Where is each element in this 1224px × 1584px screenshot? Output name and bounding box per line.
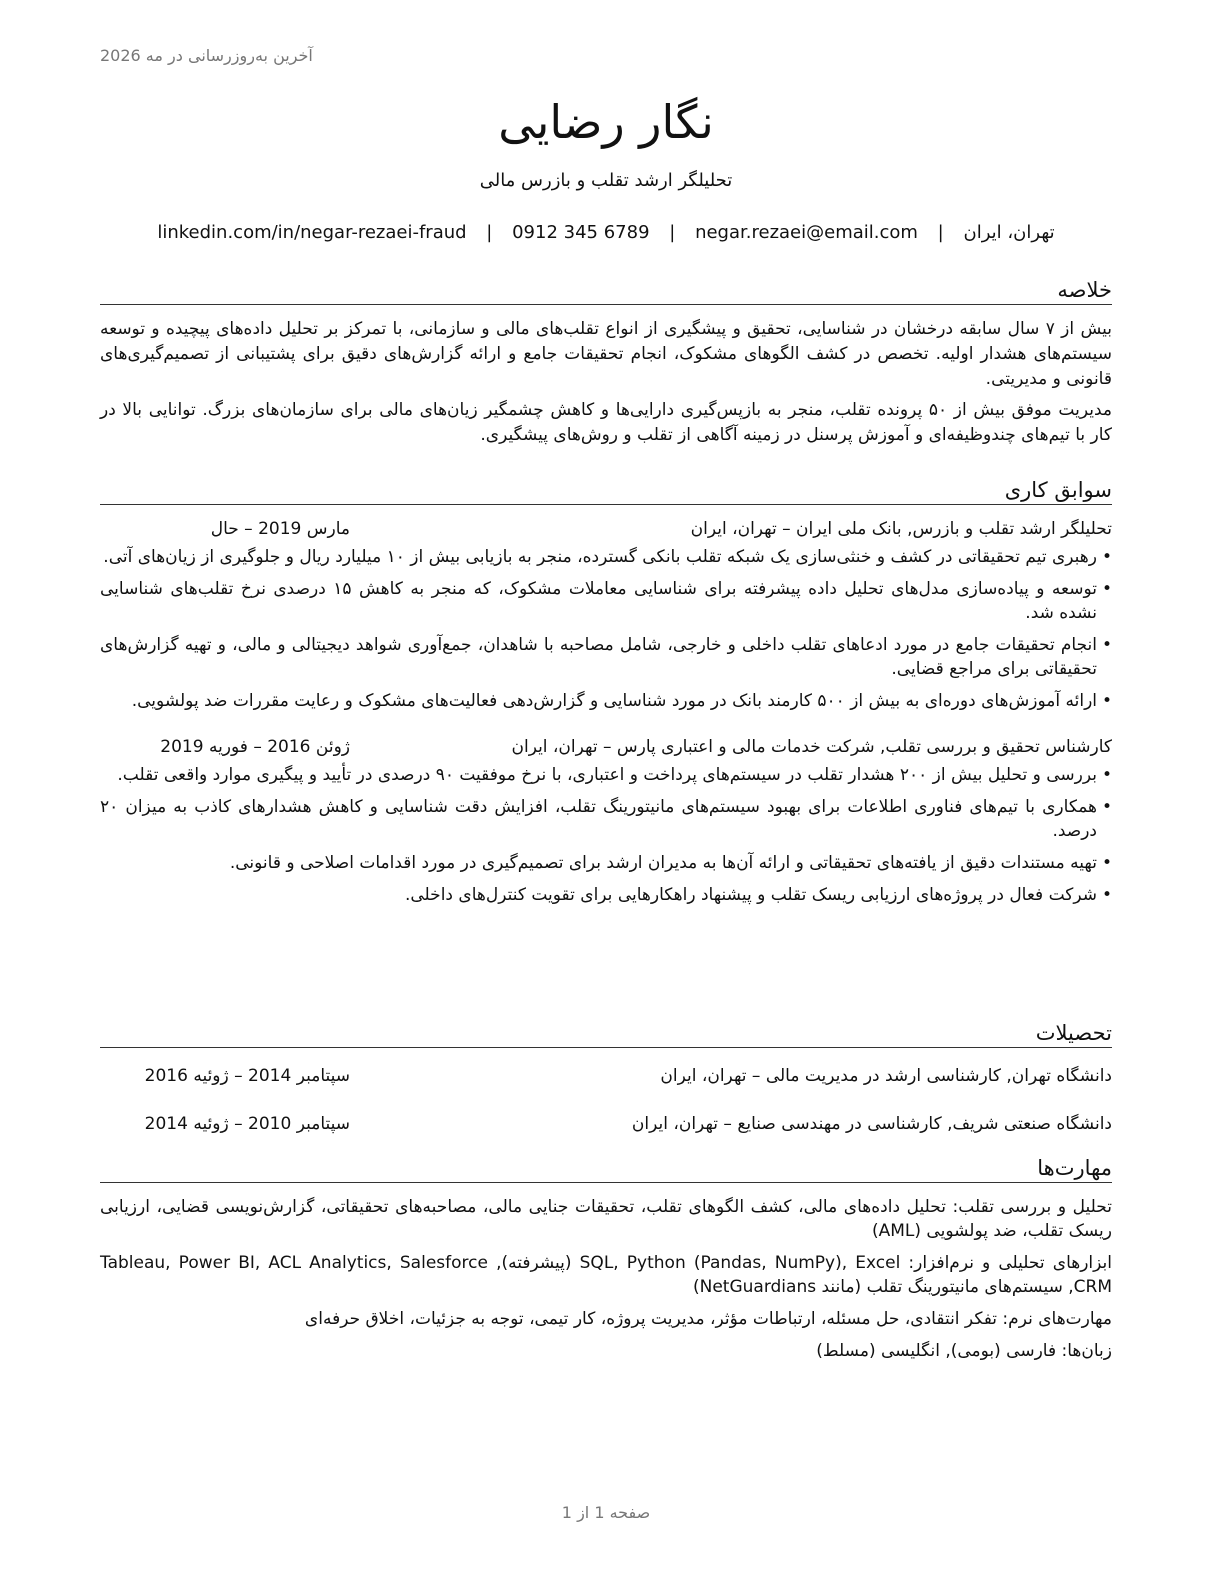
contact-email[interactable]: negar.rezaei@email.com [695, 222, 918, 243]
job-entry [100, 735, 1112, 907]
contact-location: تهران، ایران [963, 222, 1055, 243]
job-header [100, 735, 1112, 759]
job-bullet: • رهبری تیم تحقیقاتی در کشف و خنثی‌سازی یک شبکه تقلب بانکی گسترده، منجر به بازیابی بیش از ۱۰ میلیارد ریال و جلوگیری از زیان‌های آتی. [100, 545, 1112, 569]
education-title: دانشگاه صنعتی شریف, کارشناسی در مهندسی صنایع – تهران، ایران [631, 1114, 1112, 1134]
job-bullet: • انجام تحقیقات جامع در مورد ادعاهای تقلب داخلی و خارجی، شامل مصاحبه با شاهدان، جمع‌آوری شواهد دیجیتالی و مالی، و تهیه گزارش‌های تحقیقاتی برای مراجع قضایی. [100, 633, 1112, 681]
job-entry [100, 517, 1112, 713]
skill-line: مهارت‌های نرم: تفکر انتقادی، حل مسئله، ارتباطات مؤثر، مدیریت پروژه، کار تیمی، توجه به جزئیات، اخلاق حرفه‌ای [304, 1309, 1112, 1329]
resume-page [100, 0, 1112, 1584]
job-bullet: • همکاری با تیم‌های فناوری اطلاعات برای بهبود سیستم‌های مانیتورینگ تقلب، افزایش دقت شناسایی و کاهش هشدارهای کاذب به میزان ۲۰ درصد. [100, 795, 1112, 843]
job-date: مارس 2019 – حال [210, 519, 350, 539]
summary-paragraph: بیش از ۷ سال سابقه درخشان در شناسایی، تحقیق و پیشگیری از انواع تقلب‌های مالی و سازمانی، با تمرکز بر تحلیل داده‌های پیچیده و توسعه سیستم‌های هشدار اولیه. تخصص در کشف الگوهای مشکوک، انجام تحقیقات جامع و ارائه گزارش‌های دقیق برای پشتیبانی از تصمیم‌گیری‌های قانونی و مدیریتی. [100, 319, 1112, 389]
job-title-company: کارشناس تحقیق و بررسی تقلب, شرکت خدمات مالی و اعتباری پارس – تهران، ایران [511, 737, 1112, 757]
education-date: سپتامبر 2010 – ژوئیه 2014 [144, 1114, 350, 1134]
job-bullet: • توسعه و پیاده‌سازی مدل‌های تحلیل داده پیشرفته برای شناسایی معاملات مشکوک، که منجر به کاهش ۱۵ درصدی نرخ تقلب‌های شناسایی نشده شد. [100, 577, 1112, 625]
skills-section [100, 1154, 1112, 1371]
education-title: دانشگاه تهران, کارشناسی ارشد در مدیریت مالی – تهران، ایران [660, 1066, 1112, 1086]
contact-line [100, 222, 1112, 243]
job-bullet: • شرکت فعال در پروژه‌های ارزیابی ریسک تقلب و پیشنهاد راهکارهایی برای تقویت کنترل‌های داخلی. [100, 883, 1112, 907]
job-title: تحلیلگر ارشد تقلب و بازرس مالی [479, 170, 733, 191]
skills-heading: مهارت‌ها [100, 1154, 1112, 1183]
skill-line: زبان‌ها: فارسی (بومی), انگلیسی (مسلط) [816, 1341, 1112, 1361]
contact-separator: | [486, 222, 493, 243]
contact-separator: | [937, 222, 944, 243]
education-section [100, 1019, 1112, 1136]
experience-section [100, 476, 1112, 915]
job-bullets [100, 763, 1112, 907]
education-heading: تحصیلات [100, 1019, 1112, 1048]
person-name: نگار رضایی [498, 95, 714, 149]
education-date: سپتامبر 2014 – ژوئیه 2016 [144, 1066, 350, 1086]
job-title-company: تحلیلگر ارشد تقلب و بازرس, بانک ملی ایران – تهران، ایران [690, 519, 1112, 539]
education-entry [100, 1112, 1112, 1136]
summary-paragraph: مدیریت موفق بیش از ۵۰ پرونده تقلب، منجر به بازپس‌گیری دارایی‌ها و کاهش چشمگیر زیان‌های مالی برای سازمان‌های بزرگ. توانایی بالا در کار با تیم‌های چندوظیفه‌ای و آموزش پرسنل در زمینه آگاهی از تقلب و روش‌های پیشگیری. [100, 400, 1113, 445]
contact-linkedin[interactable]: linkedin.com/in/negar-rezaei-fraud [157, 222, 467, 243]
education-entry [100, 1064, 1112, 1088]
summary-section [100, 276, 1112, 454]
job-bullet: • ارائه آموزش‌های دوره‌ای به بیش از ۵۰۰ کارمند بانک در مورد شناسایی و گزارش‌دهی فعالیت‌های مشکوک و رعایت مقررات ضد پولشویی. [100, 689, 1112, 713]
skill-line: ابزارهای تحلیلی و نرم‌افزار: SQL, Python (Pandas, NumPy), Excel (پیشرفته), Tableau, Power BI, ACL Analytics, Salesforce CRM, سیستم‌های مانیتورینگ تقلب (مانند NetGuardians) [100, 1253, 1112, 1297]
job-bullet: • بررسی و تحلیل بیش از ۲۰۰ هشدار تقلب در سیستم‌های پرداخت و اعتباری، با نرخ موفقیت ۹۰ درصدی در تأیید و پیگیری موارد واقعی تقلب. [100, 763, 1112, 787]
summary-heading: خلاصه [100, 276, 1112, 305]
job-bullet: • تهیه مستندات دقیق از یافته‌های تحقیقاتی و ارائه آن‌ها به مدیران ارشد برای تصمیم‌گیری در مورد اقدامات اصلاحی و قانونی. [100, 851, 1112, 875]
last-updated: آخرین به‌روزرسانی در مه 2026 [100, 46, 313, 65]
contact-separator: | [669, 222, 676, 243]
skill-line: تحلیل و بررسی تقلب: تحلیل داده‌های مالی، کشف الگوهای تقلب، تحقیقات جنایی مالی، مصاحبه‌های تحقیقاتی، گزارش‌نویسی قضایی، ارزیابی ریسک تقلب، ضد پولشویی (AML) [100, 1197, 1112, 1241]
experience-heading: سوابق کاری [100, 476, 1112, 505]
job-date: ژوئن 2016 – فوریه 2019 [160, 737, 350, 757]
contact-phone[interactable]: 0912 345 6789 [512, 222, 650, 243]
page-number: صفحه 1 از 1 [561, 1503, 651, 1522]
job-header [100, 517, 1112, 541]
job-bullets [100, 545, 1112, 713]
